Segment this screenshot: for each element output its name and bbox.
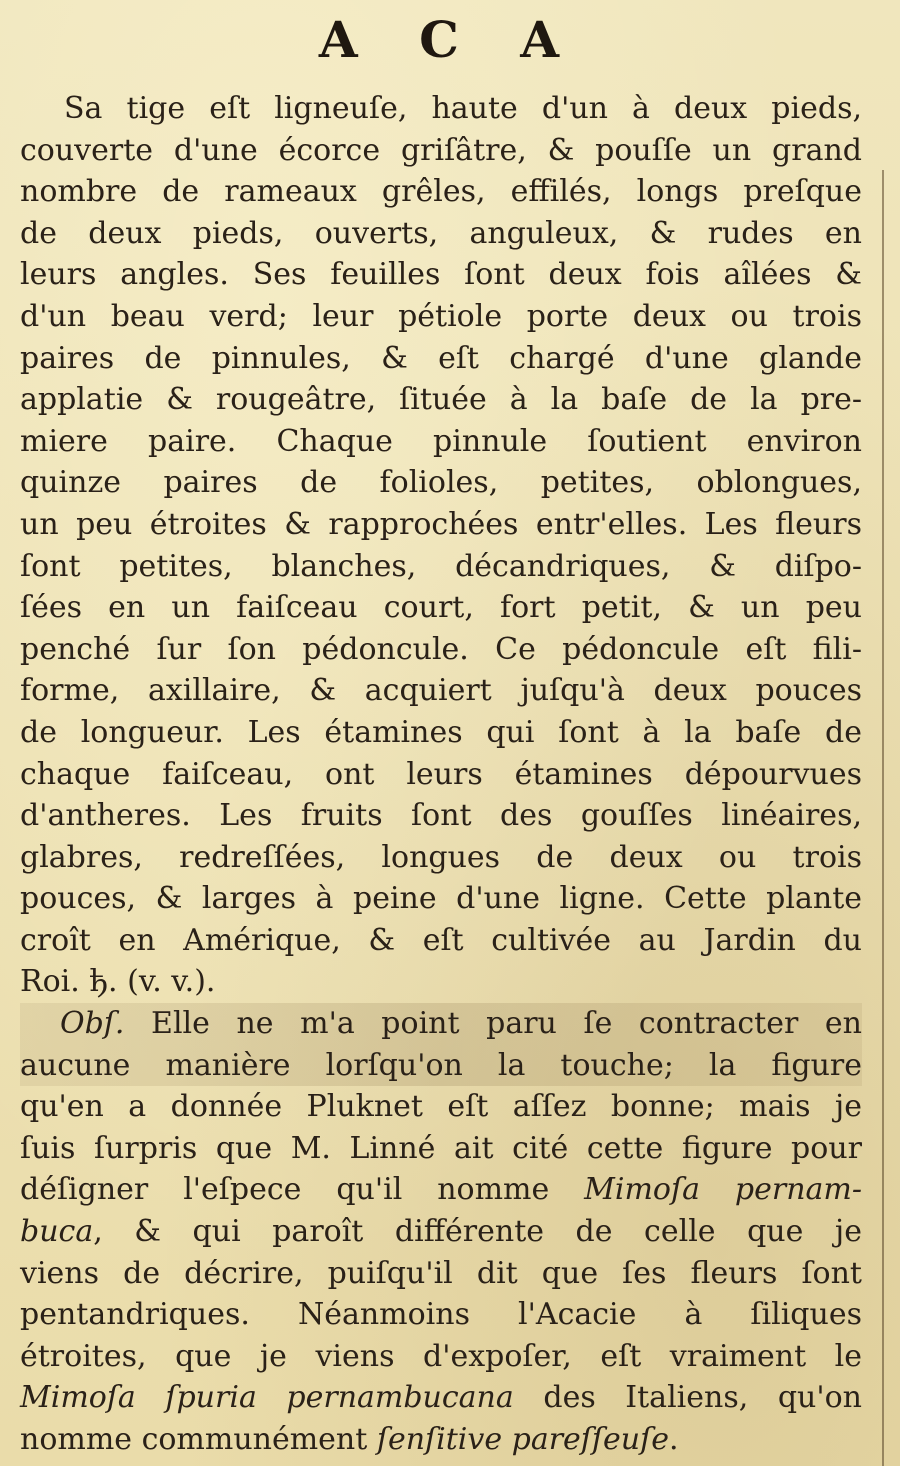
text-line: nombre de rameaux grêles, effilés, longs preſque (20, 174, 862, 210)
text-line: aucune manière lorſqu'on la touche; la figure (20, 1045, 862, 1087)
text-line: étroites, que je viens d'expoſer, eſt vraiment le (20, 1338, 862, 1374)
shrub-symbol: ђ (89, 964, 109, 1000)
common-name: ſenſitive pareſſeuſe (376, 1422, 669, 1457)
text-line (20, 1419, 862, 1461)
running-head: A C A (318, 10, 582, 69)
text-line: d'antheres. Les fruits ſont des gouſſes linéaires, (20, 798, 862, 834)
text-line: ſuis ſurpris que M. Linné ait cité cette figure pour (20, 1130, 862, 1166)
text-line: Sa tige eſt ligneuſe, haute d'un à deux pieds, (64, 91, 862, 126)
line-text: nomme communément (20, 1422, 368, 1457)
text-line: ſées en un faiſceau court, fort petit, & un peu (20, 590, 862, 626)
roi-text: Roi. (20, 964, 80, 1000)
page-edge-line (882, 170, 884, 1466)
text-line: qu'en a donnée Pluknet eſt aſſez bonne; mais je (20, 1089, 862, 1125)
text-line: un peu étroites & rapprochées entr'elles. Les fleurs (20, 506, 862, 542)
text-line: pentandriques. Néanmoins l'Acacie à ſiliques (20, 1297, 862, 1333)
seen-alive-note: . (v. v.). (108, 964, 216, 1000)
line-text: des Italiens, qu'on (543, 1380, 862, 1416)
text-line: forme, axillaire, & acquiert juſqu'à deux pouces (20, 673, 862, 709)
text-line: pouces, & larges à peine d'une ligne. Cette plante (20, 881, 862, 917)
obs-label: Obſ. (60, 1006, 125, 1042)
text-line: penché ſur ſon pédoncule. Ce pédoncule eſt fili- (20, 631, 862, 667)
line-text: . (668, 1422, 679, 1457)
text-line: de deux pieds, ouverts, anguleux, & rudes en (20, 215, 862, 251)
text-line: leurs angles. Ses feuilles ſont deux fois aîlées & (20, 257, 862, 293)
text-line (20, 1169, 862, 1211)
species-name-cont: buca (20, 1214, 94, 1250)
text-line: glabres, redreſſées, longues de deux ou trois (20, 839, 862, 875)
line-text: , & qui paroît différente de celle que je (93, 1214, 862, 1250)
text-line-final (20, 961, 862, 1003)
line-text: déſigner l'eſpece qu'il nomme (20, 1172, 550, 1208)
text-line (20, 1211, 862, 1253)
obs-line-text: Elle ne m'a point paru ſe contracter en (151, 1006, 862, 1042)
text-line: applatie & rougeâtre, ſituée à la baſe de la pre- (20, 382, 862, 418)
text-line: paires de pinnules, & eſt chargé d'une glande (20, 340, 862, 376)
text-line: croît en Amérique, & eſt cultivée au Jardin du (20, 922, 862, 958)
text-line: viens de décrire, puiſqu'il dit que ſes fleurs ſont (20, 1255, 862, 1291)
species-name: Mimoſa ſpuria pernambucana (20, 1380, 514, 1416)
obs-line (20, 1003, 862, 1045)
text-line: chaque faiſceau, ont leurs étamines dépourvues (20, 756, 862, 792)
text-line: ſont petites, blanches, décandriques, & diſpo- (20, 548, 862, 584)
body-text (20, 88, 862, 1461)
text-line: miere paire. Chaque pinnule ſoutient environ (20, 423, 862, 459)
text-line: de longueur. Les étamines qui ſont à la baſe de (20, 714, 862, 750)
text-line (20, 1377, 862, 1419)
text-line: couverte d'une écorce griſâtre, & pouſſe un grand (20, 132, 862, 168)
species-name: Mimoſa pernam- (584, 1172, 862, 1208)
text-line: quinze paires de folioles, petites, oblongues, (20, 465, 862, 501)
text-line: d'un beau verd; leur pétiole porte deux ou trois (20, 298, 862, 334)
